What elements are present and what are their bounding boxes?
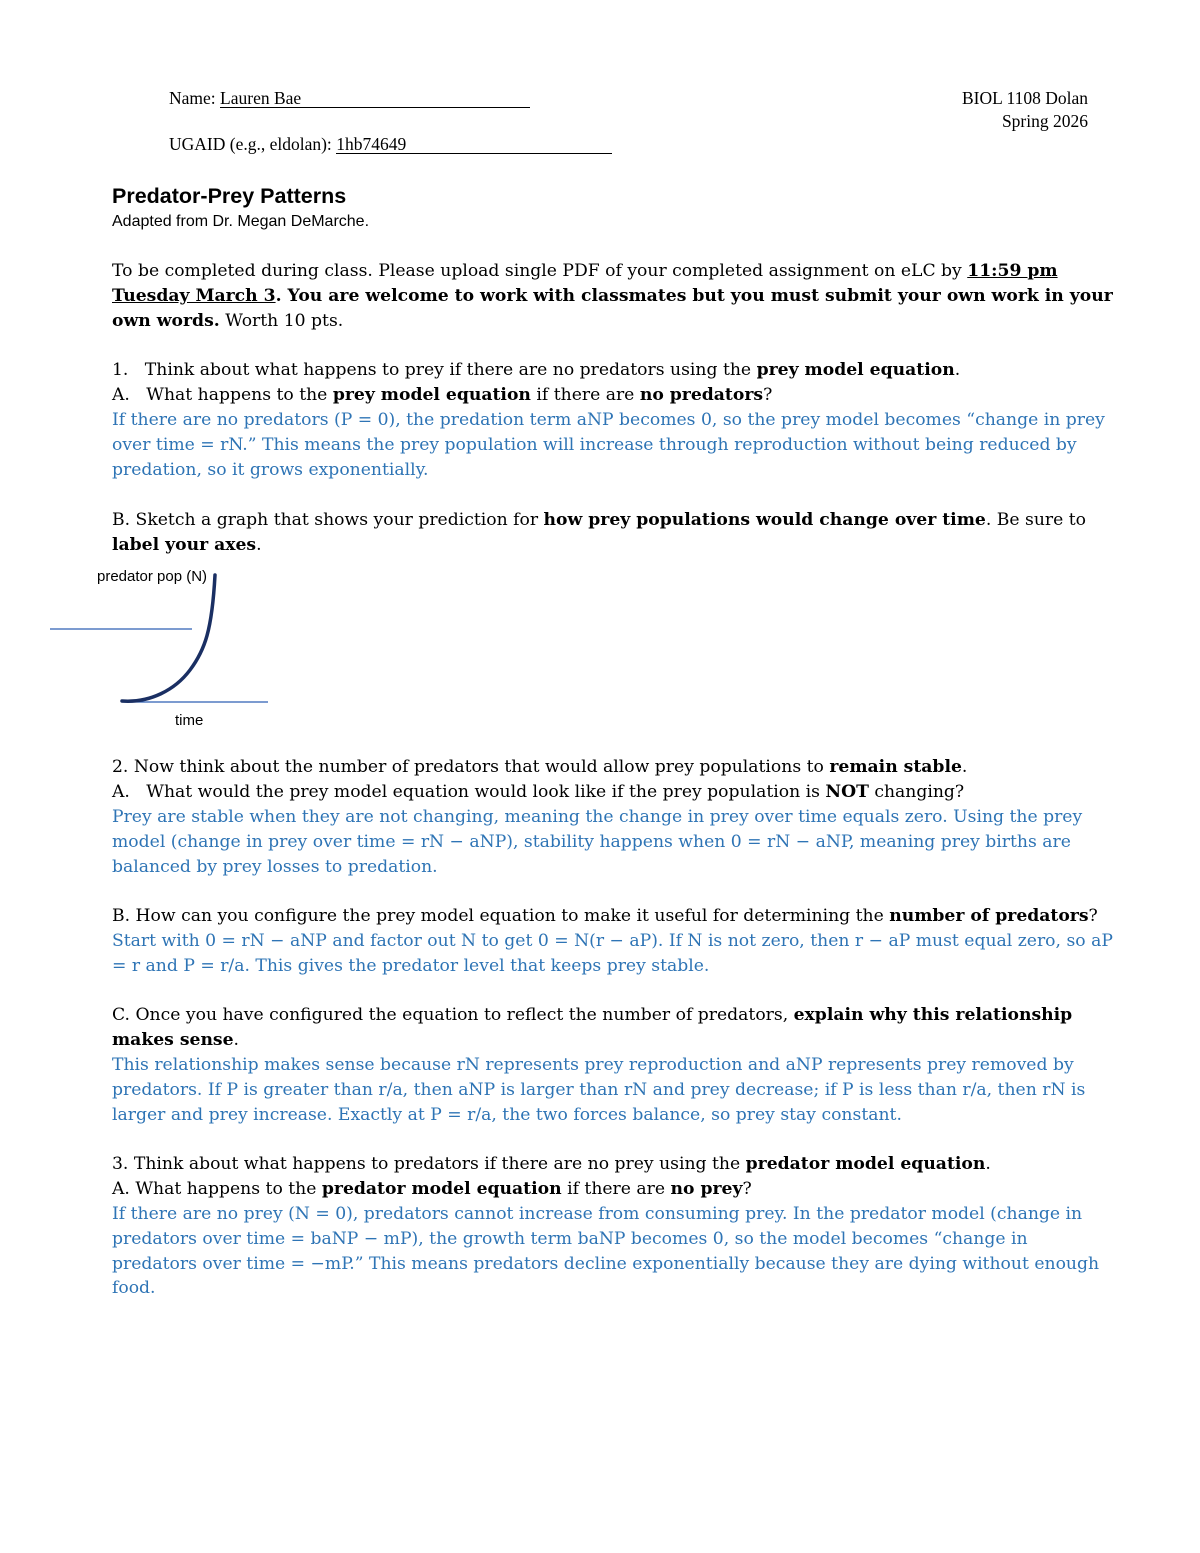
q2a-answer-1: Prey are stable when they are not changing, meaning the change in prey over time equals zero. Using the prey	[112, 807, 1083, 827]
q2c-answer-2: predators. If P is greater than r/a, then aNP is larger than rN and prey decrease; if P is less than r/a, then rN is	[112, 1080, 1086, 1100]
q1a-number: A.	[112, 385, 130, 405]
q2b-text: B. How can you configure the prey model equation to make it useful for determining the	[112, 906, 890, 926]
q3-bold: predator model equation	[745, 1154, 986, 1174]
q2a-bold: NOT	[825, 782, 869, 802]
q1a-answer-2: over time = rN.” This means the prey population will increase through reproduction without being reduced by	[112, 435, 1077, 455]
q2c-text: C. Once you have configured the equation to reflect the number of predators,	[112, 1005, 794, 1025]
q1a-bold-2: no predators	[639, 385, 764, 405]
q1b-end: .	[256, 535, 262, 555]
page-title: Predator-Prey Patterns	[112, 184, 347, 208]
q3a-text: A. What happens to the	[112, 1179, 322, 1199]
q1-number: 1.	[112, 360, 129, 380]
intro-sep: .	[275, 286, 288, 306]
q2-prompt	[112, 755, 967, 779]
due-time: 11:59 pm	[967, 261, 1058, 281]
page-subtitle: Adapted from Dr. Megan DeMarche.	[112, 213, 370, 230]
ugaid-label: UGAID (e.g., eldolan):	[169, 134, 332, 154]
q3a-prompt	[112, 1177, 752, 1201]
q1b-text: B. Sketch a graph that shows your prediction for	[112, 510, 544, 530]
q1a-prompt	[112, 383, 772, 407]
q3a-bold-2: no prey	[670, 1179, 743, 1199]
q2a-answer-2: model (change in prey over time = rN − aNP), stability happens when 0 = rN − aNP, meaning prey births are	[112, 832, 1071, 852]
sketch-curve	[122, 575, 215, 701]
q1b-prompt-2	[112, 533, 262, 557]
q2c-prompt-2	[112, 1028, 239, 1052]
sketch-graph	[40, 570, 280, 715]
q1a-bold-1: prey model equation	[332, 385, 531, 405]
q3a-text-2: if there are	[561, 1179, 671, 1199]
name-label: Name:	[169, 88, 216, 108]
q2b-bold: number of predators	[889, 906, 1089, 926]
q1b-bold-2: label your axes	[112, 535, 257, 555]
q1b-bold: how prey populations would change over time	[543, 510, 986, 530]
q2a-end: changing?	[868, 782, 965, 802]
q2c-answer-1: This relationship makes sense because rN represents prey reproduction and aNP represents prey removed by	[112, 1055, 1074, 1075]
q2a-number: A.	[112, 782, 130, 802]
ugaid-row	[169, 134, 612, 155]
name-row	[169, 88, 530, 109]
q1a-end: ?	[763, 385, 773, 405]
q2b-answer-2: = r and P = r/a. This gives the predator level that keeps prey stable.	[112, 956, 710, 976]
intro-line-1	[112, 259, 1058, 283]
points-note: Worth 10 pts.	[219, 311, 344, 331]
q2b-prompt	[112, 904, 1098, 928]
sketch-x-label: time	[175, 712, 204, 729]
q1a-answer-1: If there are no predators (P = 0), the predation term aNP becomes 0, so the prey model becomes “change in prey	[112, 410, 1105, 430]
intro-line-2	[112, 284, 1113, 308]
q1b-text-2: . Be sure to	[985, 510, 1087, 530]
q1b-prompt-1	[112, 508, 1086, 532]
q1a-text-2: if there are	[530, 385, 640, 405]
ugaid-field[interactable]: 1hb74649	[336, 135, 612, 154]
q2b-end: ?	[1088, 906, 1098, 926]
q1-text: Think about what happens to prey if there are no predators using the	[144, 360, 757, 380]
intro-text: To be completed during class. Please upload single PDF of your completed assignment on eLC by	[112, 261, 968, 281]
due-date: Tuesday March 3	[112, 286, 276, 306]
q3-prompt	[112, 1152, 991, 1176]
q2c-bold-2: makes sense	[112, 1030, 234, 1050]
q2-text: 2. Now think about the number of predators that would allow prey populations to	[112, 757, 830, 777]
q2-bold: remain stable	[829, 757, 962, 777]
q3a-answer-3: predators over time = −mP.” This means predators decline exponentially because they are dying without enough	[112, 1254, 1100, 1274]
q2b-answer-1: Start with 0 = rN − aNP and factor out N to get 0 = N(r − aP). If N is not zero, then r − aP must equal zero, so aP	[112, 931, 1113, 951]
q2c-end: .	[233, 1030, 240, 1050]
q3a-answer-4: food.	[112, 1278, 156, 1298]
collab-note: You are welcome to work with classmates but you must submit your own work in your	[287, 286, 1113, 306]
q3-end: .	[985, 1154, 991, 1174]
q3a-bold-1: predator model equation	[321, 1179, 562, 1199]
q2c-prompt-1	[112, 1003, 1072, 1027]
intro-line-3	[112, 309, 343, 333]
q2a-answer-3: balanced by prey losses to predation.	[112, 857, 438, 877]
q1-end: .	[954, 360, 961, 380]
q1a-text: What happens to the	[146, 385, 333, 405]
q3a-answer-2: predators over time = baNP − mP), the growth term baNP becomes 0, so the model becomes “change in	[112, 1229, 1028, 1249]
q1a-answer-3: predation, so it grows exponentially.	[112, 460, 429, 480]
course-label: BIOL 1108 Dolan	[961, 88, 1088, 108]
collab-note-end: own words.	[112, 311, 220, 331]
q2c-bold: explain why this relationship	[793, 1005, 1073, 1025]
q3-text: 3. Think about what happens to predators if there are no prey using the	[112, 1154, 746, 1174]
q2c-answer-3: larger and prey increase. Exactly at P = r/a, the two forces balance, so prey stay constant.	[112, 1105, 902, 1125]
name-field[interactable]: Lauren Bae	[220, 89, 530, 108]
q3a-answer-1: If there are no prey (N = 0), predators cannot increase from consuming prey. In the predator model (change in	[112, 1204, 1083, 1224]
q3a-end: ?	[742, 1179, 752, 1199]
q2a-text: What would the prey model equation would look like if the prey population is	[146, 782, 826, 802]
q2-end: .	[961, 757, 968, 777]
q2a-prompt	[112, 780, 964, 804]
sketch-y-label: predator pop (N)	[97, 568, 208, 585]
q1-bold: prey model equation	[756, 360, 955, 380]
q1-prompt	[112, 358, 960, 382]
term-label: Spring 2026	[1001, 111, 1088, 131]
